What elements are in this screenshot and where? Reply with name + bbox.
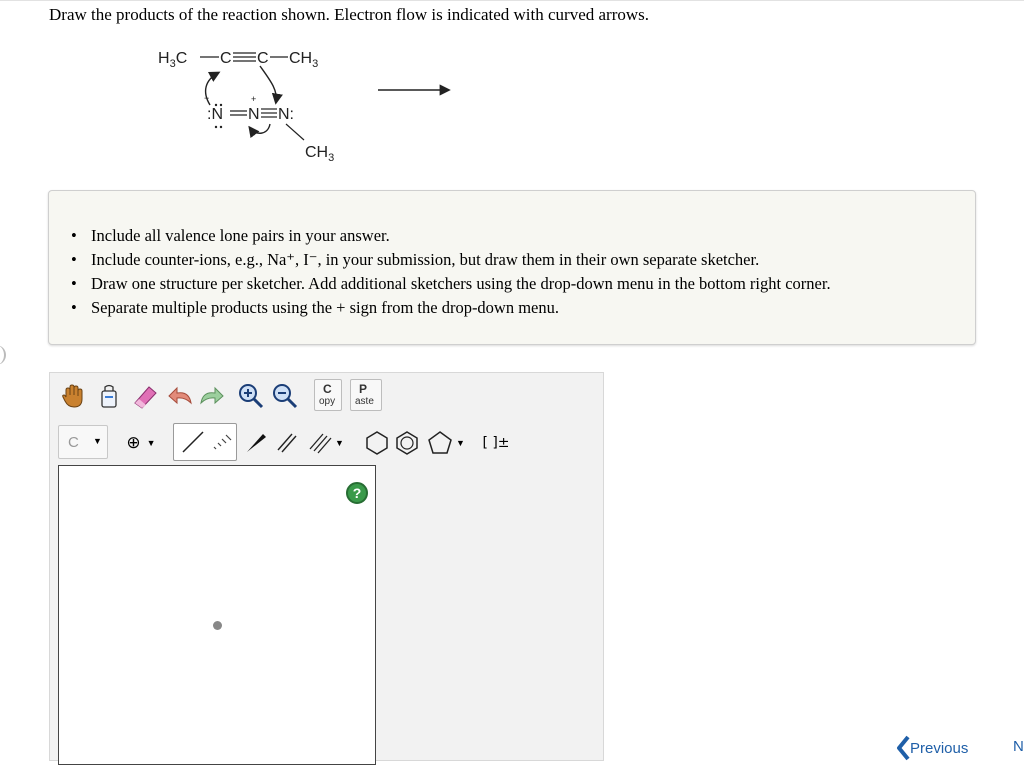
reaction-scheme <box>150 40 470 170</box>
plus-charge: + <box>251 94 257 104</box>
reactant-ch3-bottom: $CH_3$ <box>305 144 335 164</box>
instructions-list <box>71 224 971 320</box>
minus-charge: − <box>204 93 210 103</box>
chevron-down-icon: ▼ <box>456 438 465 448</box>
reactant-c2: C <box>257 50 269 67</box>
redo-icon[interactable] <box>196 381 226 411</box>
chevron-down-icon: ▼ <box>93 436 102 446</box>
azide-n1: :N <box>207 106 223 123</box>
reactant-h3c: $H_3C$ <box>158 50 188 70</box>
cyclohexane-tool[interactable] <box>363 427 391 459</box>
structure-sketcher <box>49 372 604 761</box>
cyclopentane-tool[interactable] <box>423 427 469 459</box>
instruction-item: • Draw one structure per sketcher. Add additional sketchers using the drop-down menu in the bottom right corner. <box>71 274 831 293</box>
instructions-panel <box>48 190 976 345</box>
azide-n3: N: <box>278 106 294 123</box>
clear-icon[interactable] <box>94 381 124 411</box>
help-button[interactable]: ? <box>346 482 368 504</box>
instruction-item: • Include all valence lone pairs in your answer. <box>71 226 390 245</box>
next-link[interactable]: N <box>1013 738 1024 755</box>
double-bond-tool[interactable] <box>272 429 302 457</box>
copy-button[interactable]: C opy <box>314 379 342 411</box>
zoom-in-icon[interactable] <box>236 381 266 411</box>
curved-arrow-3 <box>250 124 270 133</box>
lone-pair-dot <box>220 126 222 128</box>
instruction-item: • Separate multiple products using the + sign from the drop-down menu. <box>71 298 560 317</box>
undo-icon[interactable] <box>166 381 196 411</box>
single-bond-tool[interactable] <box>173 423 237 461</box>
chevron-down-icon: ▼ <box>335 438 344 448</box>
paste-button[interactable]: P aste <box>350 379 382 411</box>
lone-pair-dot <box>220 104 222 106</box>
charge-selector[interactable]: ⊕ ▼ <box>126 433 156 453</box>
hand-tool-icon[interactable] <box>58 381 88 411</box>
reactant-ch3-top: $CH_3$ <box>289 50 319 70</box>
chevron-down-icon: ▼ <box>146 438 156 448</box>
reaction-drawing <box>150 40 470 170</box>
drawing-canvas[interactable] <box>58 465 376 765</box>
hashed-bond-icon <box>210 427 236 457</box>
question-prompt: Draw the products of the reaction shown. Electron flow is indicated with curved arrows. <box>49 5 650 24</box>
bracket-tool[interactable]: [ ]± <box>482 435 510 451</box>
benzene-tool[interactable] <box>393 427 421 459</box>
previous-link[interactable]: Previous <box>896 735 968 761</box>
chevron-left-icon <box>896 735 910 761</box>
triple-bond-tool[interactable] <box>304 429 348 457</box>
left-edge-handle <box>0 345 6 365</box>
reactant-c1: C <box>220 50 232 67</box>
eraser-icon[interactable] <box>130 381 160 411</box>
lone-pair-dot <box>215 104 217 106</box>
curved-arrow-2 <box>260 66 276 102</box>
bond-n-ch3 <box>286 124 304 140</box>
canvas-marker-dot <box>213 621 222 630</box>
zoom-out-icon[interactable] <box>270 381 300 411</box>
element-selector[interactable]: C ▼ <box>58 425 108 459</box>
instruction-item: • Include counter-ions, e.g., Na⁺, I⁻, in your submission, but draw them in their own separate sketcher. <box>71 250 760 269</box>
lone-pair-dot <box>215 126 217 128</box>
wedge-bond-tool[interactable] <box>241 429 271 457</box>
top-divider <box>0 0 1024 1</box>
azide-n2: N <box>248 106 260 123</box>
